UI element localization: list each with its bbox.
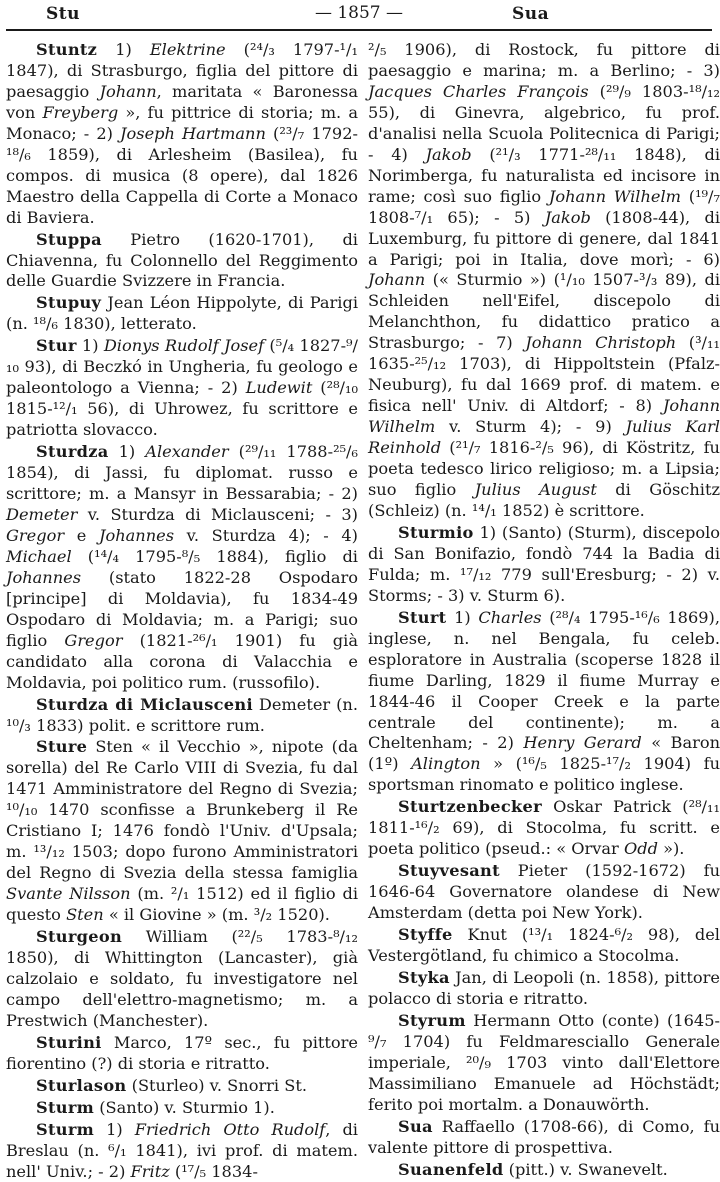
entry-text: (³/₁₁ 1635-²⁵/₁₂ 1703), di Hippoltstein (Pfalz-Neuburg), fu dal 1669 prof. di matem. e fisica nell' Univ. di Altdorf; - 8)	[368, 333, 720, 416]
running-head-left: Stu	[46, 4, 80, 24]
entry-text: 1)	[446, 607, 479, 627]
dictionary-entry	[6, 336, 358, 441]
entry-text: » (¹⁶/₅ 1825-¹⁷/₂ 1904) fu sportsman rinomato e politico inglese.	[368, 754, 720, 795]
dictionary-entry	[6, 1098, 358, 1119]
right-column	[368, 40, 720, 1179]
dictionary-entry	[368, 797, 720, 860]
entry-headword: Sturt	[398, 607, 447, 627]
entry-text: « Baron (1º)	[368, 733, 720, 774]
entry-headword: Sturtzenbecker	[398, 797, 542, 817]
entry-headword: Styffe	[398, 925, 453, 945]
entry-text: Oskar Patrick (²⁸/₁₁ 1811-¹⁶/₂ 69), di Stocolma, fu scritt. e poeta politico (pseud.: « Orvar	[368, 797, 720, 859]
entry-italic-text: Ludewit	[245, 378, 313, 398]
running-head-right: Sua	[512, 4, 550, 24]
entry-italic-text: Odd	[623, 839, 658, 859]
entry-text: (m. ²/₁ 1512) ed il figlio di questo	[6, 884, 358, 925]
entry-text: », fu pittrice di storia; m. a Monaco; - 2)	[6, 102, 358, 143]
dictionary-entry	[368, 1011, 720, 1116]
entry-italic-text: Elektrine	[149, 40, 226, 59]
entry-headword: Sture	[36, 737, 88, 757]
dictionary-entry	[368, 1117, 720, 1159]
entry-headword: Stuyvesant	[398, 861, 500, 881]
entry-italic-text: Sten	[66, 905, 104, 925]
entry-text: Hermann Otto (conte) (1645-⁹/₇ 1704) fu Feldmaresciallo Generale imperiale, ²⁰/₉ 1703 vinto dall'Elettore Massimiliano Emanuele ad Höchstädt; ferito poi mortalm. a Donauwörth.	[368, 1010, 720, 1114]
entry-italic-text: Henry Gerard	[523, 733, 642, 753]
left-column	[6, 40, 359, 1181]
entry-text: (²⁸/₁₀ 1815-¹²/₁ 56), di Uhrowez, fu scrittore e patriotta slovacco.	[6, 378, 358, 440]
entry-headword: Stuppa	[36, 229, 102, 249]
dictionary-entry	[6, 40, 358, 229]
entry-text: 1)	[97, 40, 150, 59]
entry-headword: Styrum	[398, 1010, 466, 1030]
entry-text: Raffaello (1708-66), di Como, fu valente pittore di prospettiva.	[368, 1116, 720, 1157]
entry-headword: Styka	[398, 967, 450, 987]
entry-text: « il Giovine » (m. ³/₂ 1520).	[103, 905, 330, 925]
entry-text: Jean Léon Hippolyte, di Parigi (n. ¹⁸/₆ 1830), letterato.	[6, 293, 358, 334]
entry-text: 1)	[108, 442, 146, 462]
entry-text: (⁵/₄ 1827-⁹/₁₀ 93), di Beczkó in Ungheria, fu geologo e paleontologo a Vienna; - 2)	[6, 336, 359, 398]
entry-headword: Sturm	[36, 1119, 95, 1139]
entry-text: Knut (¹³/₁ 1824-⁶/₂ 98), del Vestergötland, fu chimico a Stocolma.	[368, 925, 720, 965]
dictionary-entry	[6, 1120, 358, 1182]
entry-text: (Sturleo) v. Snorri St.	[126, 1075, 307, 1095]
entry-italic-text: Johann	[99, 81, 157, 101]
entry-text: (²³/₇ 1792-¹⁸/₆ 1859), di Arlesheim (Basilea), fu compos. di musica (8 opere), dal 1826 Maestro della Cappella di Corte a Monaco di Baviera.	[6, 123, 358, 227]
entry-italic-text: Demeter	[6, 504, 78, 524]
entry-text: v. Sturdza di Miclausceni; - 3)	[77, 504, 358, 524]
dictionary-entry	[6, 1033, 358, 1075]
entry-italic-text: Jakob	[425, 144, 472, 164]
entry-italic-text: Svante Nilsson	[6, 884, 131, 904]
entry-text: (²⁸/₄ 1795-¹⁶/₆ 1869), inglese, n. nel Bengala, fu celeb. esploratore in Australia (scoperse 1828 il fiume Darling, 1829 il fiume Murray e 1844-46 il Cooper Creek e la parte centrale del continente); m. a Cheltenham; - 2)	[368, 607, 720, 753]
dictionary-entry	[6, 1076, 358, 1097]
entry-italic-text: Charles	[478, 607, 542, 627]
entry-italic-text: Michael	[6, 546, 72, 566]
entry-italic-text: Johann	[368, 270, 426, 290]
page-number: — 1857 —	[314, 3, 404, 23]
entry-headword: Sturgeon	[36, 927, 123, 947]
entry-italic-text: Fritz	[130, 1161, 170, 1181]
entry-italic-text: Johannes	[98, 525, 175, 545]
entry-text: (¹⁹/₇ 1808-⁷/₁ 65); - 5)	[368, 186, 720, 227]
header-rule	[6, 29, 712, 31]
dictionary-entry	[368, 968, 720, 1010]
entry-text: Demeter (n. ¹⁰/₃ 1833) polit. e scrittore rum.	[6, 694, 358, 735]
entry-italic-text: Jacques Charles François	[368, 81, 589, 101]
entry-italic-text: Alington	[411, 754, 481, 774]
entry-text: ²/₅ 1906), di Rostock, fu pittore di paesaggio e marina; m. a Berlino; - 3)	[368, 40, 720, 80]
entry-text: (²⁹/₁₁ 1788-²⁵/₆ 1854), di Jassi, fu diplomat. russo e scrittore; m. a Mansyr in Bessarabia; - 2)	[6, 442, 358, 504]
entry-headword: Suanenfeld	[398, 1159, 504, 1179]
entry-italic-text: Julius August	[474, 480, 597, 500]
entry-headword: Stupuy	[36, 293, 102, 313]
entry-headword: Sturm	[36, 1097, 95, 1117]
entry-text: Pieter (1592-1672) fu 1646-64 Governatore olandese di New Amsterdam (detta poi New York).	[368, 861, 720, 923]
entry-italic-text: Johann Christoph	[525, 333, 677, 353]
entry-italic-text: Gregor	[6, 525, 65, 545]
entry-italic-text: Friedrich Otto Rudolf	[134, 1119, 326, 1139]
dictionary-entry	[368, 608, 720, 797]
entry-text: (« Sturmio ») (¹/₁₀ 1507-³/₃ 89), di Schleiden nell'Eifel, discepolo di Melanchthon, fu didattico pratico a Strasburgo; - 7)	[368, 270, 720, 353]
entry-text: (pitt.) v. Swanevelt.	[503, 1159, 668, 1179]
entry-text: (1808-44), di Luxemburg, fu pittore di genere, dal 1841 a Parigi; poi in Italia, dove morì; - 6)	[368, 207, 720, 269]
entry-text: e	[64, 525, 99, 545]
entry-headword: Sturini	[36, 1032, 102, 1052]
entry-text: Pietro (1620-1701), di Chiavenna, fu Colonnello del Reggimento delle Guardie Svizzere in Francia.	[6, 229, 358, 291]
entry-text: (stato 1822-28 Ospodaro [principe] di Moldavia), fu 1834-49 Ospodaro di Moldavia; m. a Parigi; suo figlio	[6, 567, 358, 650]
entry-headword: Sturlason	[36, 1075, 127, 1095]
entry-text: (Santo) v. Sturmio 1).	[94, 1097, 275, 1117]
entry-text: Sten « il Vecchio », nipote (da sorella) del Re Carlo VIII di Svezia, fu dal 1471 Amministratore del Regno di Svezia; ¹⁰/₁₀ 1470 sconfisse a Brunkeberg il Re Cristiano I; 1476 fondò l'Univ. d'Upsala; m. ¹³/₁₂ 1503; dopo furono Amministratori del Regno di Svezia della stessa famiglia	[6, 737, 358, 883]
entry-italic-text: Gregor	[64, 630, 123, 650]
entry-headword: Stur	[36, 336, 77, 356]
dictionary-entry	[368, 1160, 720, 1181]
entry-text: 1)	[94, 1119, 135, 1139]
entry-italic-text: Joseph Hartmann	[120, 123, 266, 143]
entry-text: , di Breslau (n. ⁶/₁ 1841), ivi prof. di matem. nell' Univ.; - 2)	[6, 1119, 358, 1181]
entry-text: (¹⁴/₄ 1795-⁸/₅ 1884), figlio di	[71, 546, 358, 566]
dictionary-entry	[6, 737, 358, 926]
entry-text: William (²²/₅ 1783-⁸/₁₂ 1850), di Whittington (Lancaster), già calzolaio e soldato, fu investigatore nel campo dell'elettro-magnetismo; m. a Prestwich (Manchester).	[6, 927, 358, 1030]
entry-italic-text: Freyberg	[42, 102, 119, 122]
entry-text: »).	[657, 839, 685, 859]
page-header	[0, 0, 718, 30]
entry-italic-text: Johann Wilhelm	[548, 186, 681, 206]
entry-headword: Sua	[398, 1116, 433, 1136]
entry-text: (²¹/₇ 1816-²/₅ 96), di Köstritz, fu poeta tedesco lirico religioso; m. a Lipsia; suo figlio	[368, 438, 720, 500]
entry-text: di Göschitz (Schleiz) (n. ¹⁴/₁ 1852) è scrittore.	[368, 480, 720, 520]
entry-headword: Sturmio	[398, 522, 474, 542]
entry-text: (²¹/₃ 1771-²⁸/₁₁ 1848), di Norimberga, fu naturalista ed incisore in rame; così suo figlio	[368, 144, 720, 206]
entry-text: 1)	[76, 336, 104, 356]
entry-text: (¹⁷/₅ 1834-	[169, 1161, 258, 1181]
entry-text: (1821-²⁶/₁ 1901) fu già candidato alla corona di Valacchia e Moldavia, poi politico rum. (russofilo).	[6, 630, 359, 692]
entry-italic-text: Jakob	[544, 207, 591, 227]
entry-text: v. Sturm 4); - 9)	[435, 417, 626, 437]
dictionary-entry	[6, 695, 358, 737]
entry-italic-text: Johann Wilhelm	[368, 396, 720, 437]
entry-text: v. Sturdza 4); - 4)	[174, 525, 358, 545]
entry-text: Jan, di Leopoli (n. 1858), pittore polacco di storia e ritratto.	[368, 967, 720, 1008]
entry-text: (²⁹/₉ 1803-¹⁸/₁₂ 55), di Ginevra, algebrico, fu prof. d'analisi nella Scuola Politecnica di Parigi; - 4)	[368, 81, 720, 164]
dictionary-entry	[368, 861, 720, 924]
entry-headword: Stuntz	[36, 40, 98, 59]
dictionary-entry	[368, 40, 720, 522]
dictionary-entry	[6, 293, 358, 335]
entry-text: (²⁴/₃ 1797-¹/₁ 1847), di Strasburgo, figlia del pittore di paesaggio	[6, 40, 358, 101]
entry-headword: Sturdza di Miclausceni	[36, 694, 253, 714]
entry-text: 1) (Santo) (Sturm), discepolo di San Bonifazio, fondò 744 la Badia di Fulda; m. ¹⁷/₁₂ 779 sull'Eresburg; - 2) v. Storms; - 3) v. Sturm 6).	[368, 522, 720, 605]
dictionary-entry	[368, 925, 720, 967]
entry-text: Marco, 17º sec., fu pittore fiorentino (?) di storia e ritratto.	[6, 1032, 358, 1073]
entry-headword: Sturdza	[36, 442, 109, 462]
entry-italic-text: Dionys Rudolf Josef	[103, 336, 265, 356]
entry-italic-text: Julius Karl Reinhold	[368, 417, 720, 458]
dictionary-entry	[6, 927, 358, 1032]
dictionary-entry	[6, 442, 358, 693]
entry-italic-text: Johannes	[6, 567, 82, 587]
entry-italic-text: Alexander	[145, 442, 229, 462]
dictionary-entry	[368, 523, 720, 607]
dictionary-entry	[6, 230, 358, 293]
entry-text: , maritata « Baronessa von	[6, 81, 359, 122]
